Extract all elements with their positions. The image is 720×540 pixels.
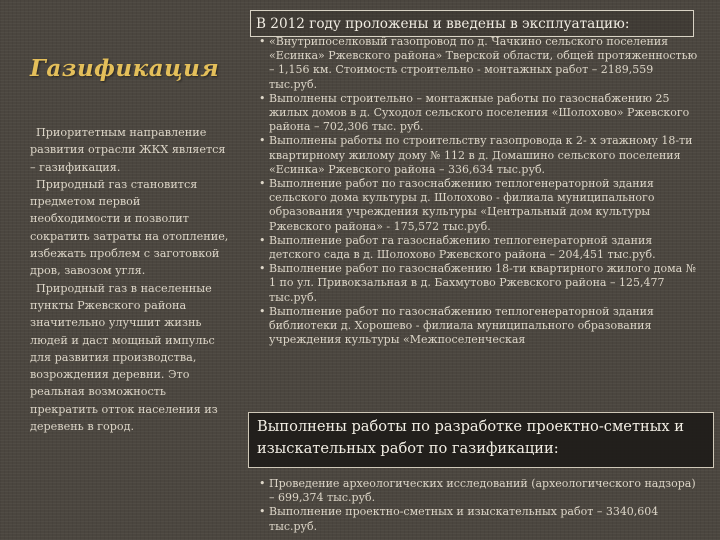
list-item: • Выполнены работы по строительству газопровода к 2- х этажному 18-ти квартирному жилому дому № 112 в д. Домашино сельского поселения «Есинка» Ржевского района – 336,634 тыс.руб. [256, 134, 700, 177]
section-header: В 2012 году проложены и введены в эксплуатацию: [250, 10, 694, 37]
list-item: • Выполнение работ по газоснабжению теплогенераторной здания библиотеки д. Хорошево - филиала муниципального образования учреждения культуры «Межпоселенческая [256, 305, 700, 348]
design-works-heading: Выполнены работы по разработке проектно-сметных и изыскательных работ по газификации: [248, 412, 714, 468]
intro-paragraph: Природный газ становится предметом первой необходимости и позволит сократить затраты на отопление, избежать проблем с заготовкой дров, завозом угля. [30, 177, 229, 278]
intro-paragraph: Природный газ в населенные пункты Ржевского района значительно улучшит жизнь людей и даст мощный импульс для развития производства, возрождения деревни. Это реальная возможность прекратить отток населения из деревень в город. [30, 281, 218, 434]
right-panel [248, 0, 720, 540]
intro-paragraph: Приоритетным направление развития отрасли ЖКХ является – газификация. [30, 126, 226, 174]
list-item: • Выполнены строительно – монтажные работы по газоснабжению 25 жилых домов в д. Суходол сельского поселения «Шолохово» Ржевского района – 702,306 тыс. руб. [256, 92, 700, 135]
list-item: • Выполнение работ по газоснабжению теплогенераторной здания сельского дома культуры д. Шолохово - филиала муниципального образования учреждения культуры «Центральный дом культуры Ржевского района» - 175,572 тыс.руб. [256, 177, 700, 234]
design-works-list [256, 477, 700, 534]
list-item: • Выполнение проектно-сметных и изыскательных работ – 3340,604 тыс.руб. [256, 505, 700, 533]
slide-title: Газификация [30, 55, 220, 82]
list-item: • «Внутрипоселковый газопровод по д. Чачкино сельского поселения «Есинка» Ржевского района» Тверской области, общей протяженностью – 1,156 км. Стоимость строительно - монтажных работ – 2189,559 тыс.руб. [256, 35, 700, 92]
list-item: • Проведение археологических исследований (археологического надзора) – 699,374 тыс.руб. [256, 477, 700, 505]
works-list [256, 35, 700, 347]
left-panel [0, 0, 240, 540]
list-item: • Выполнение работ га газоснабжению теплогенераторной здания детского сада в д. Шолохово Ржевского района – 204,451 тыс.руб. [256, 234, 700, 262]
intro-text [30, 124, 232, 435]
list-item: • Выполнение работ по газоснабжению 18-ти квартирного жилого дома № 1 по ул. Привокзальная в д. Бахмутово Ржевского района – 125,477 тыс.руб. [256, 262, 700, 305]
